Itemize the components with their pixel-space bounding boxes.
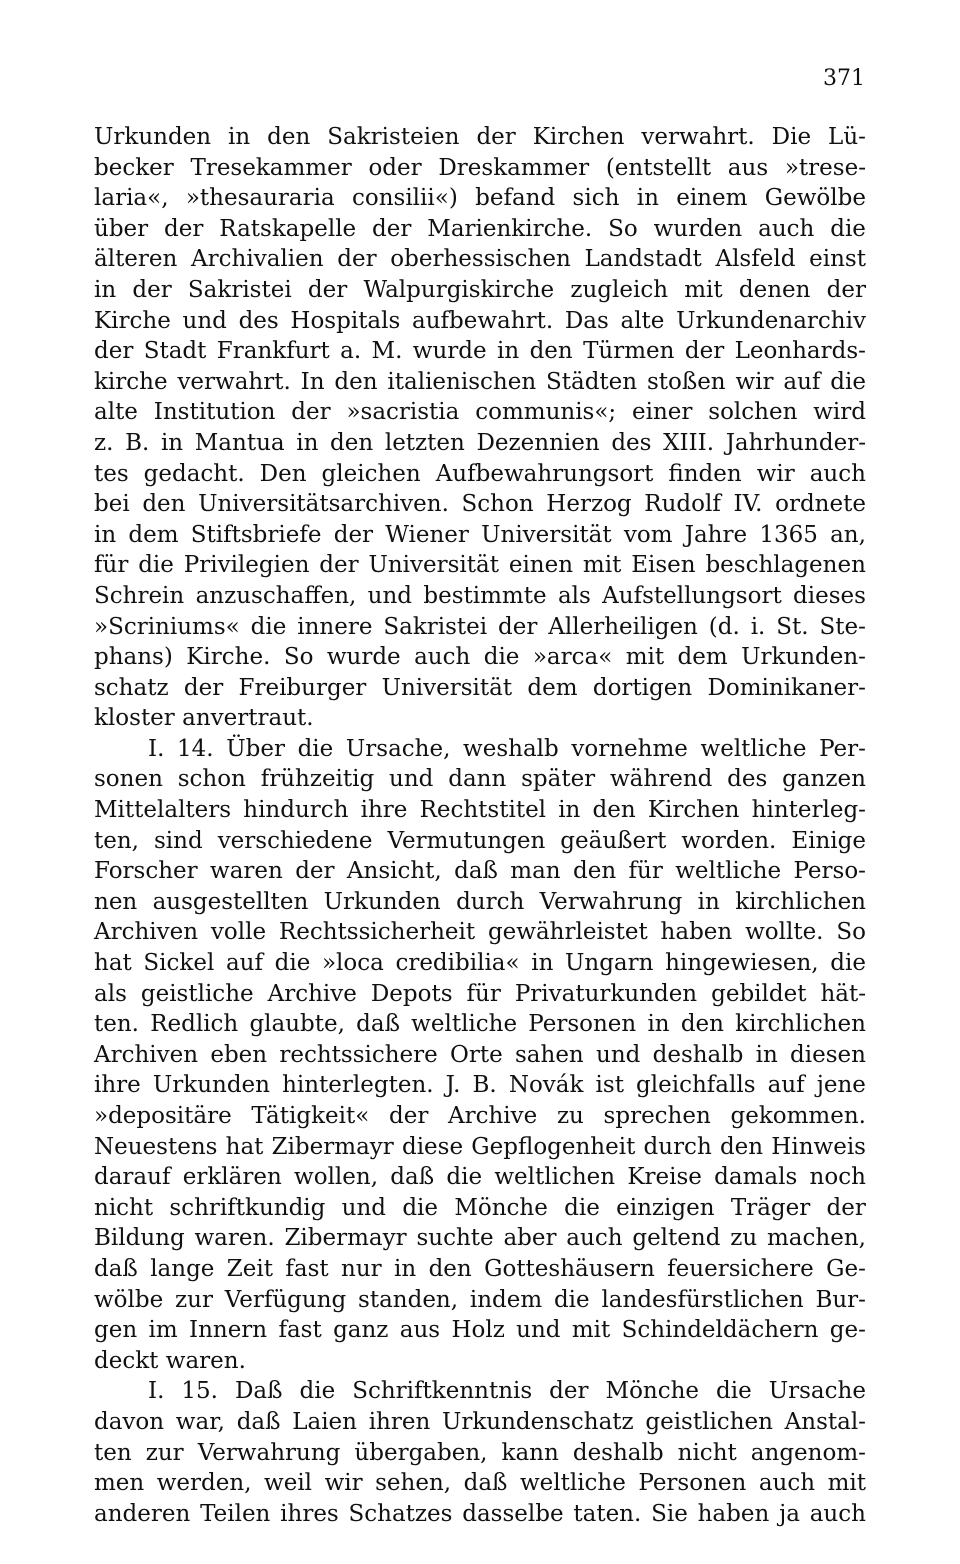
text-line: darauf erklären wollen, daß die weltlichen Kreise damals noch	[94, 1164, 866, 1191]
text-line: ten. Redlich glaubte, daß weltliche Personen in den kirchlichen	[94, 1011, 866, 1038]
text-line: Schrein anzuschaffen, und bestimmte als Aufstellungsort dieses	[94, 582, 866, 609]
text-line: Archiven volle Rechtssicherheit gewährleistet haben wollte. So	[94, 919, 866, 946]
text-line: kirche verwahrt. In den italienischen Städten stoßen wir auf die	[94, 368, 866, 395]
body-text	[94, 122, 866, 1529]
text-line: kloster anvertraut.	[94, 705, 314, 732]
text-line: als geistliche Archive Depots für Privaturkunden gebildet hät-	[94, 980, 866, 1007]
text-line: bei den Universitätsarchiven. Schon Herzog Rudolf IV. ordnete	[94, 491, 866, 518]
text-line: alte Institution der »sacristia communis«; einer solchen wird	[94, 399, 866, 426]
text-line: nicht schriftkundig und die Mönche die einzigen Träger der	[94, 1194, 866, 1221]
text-line: nen ausgestellten Urkunden durch Verwahrung in kirchlichen	[94, 888, 866, 915]
text-line: der Stadt Frankfurt a. M. wurde in den Türmen der Leonhards-	[94, 338, 866, 365]
text-line: laria«, »thesauraria consilii«) befand sich in einem Gewölbe	[94, 185, 866, 212]
text-line: becker Tresekammer oder Dreskammer (entstellt aus »trese-	[94, 154, 866, 181]
page-number: 371	[823, 66, 865, 91]
text-line: hat Sickel auf die »loca credibilia« in Ungarn hingewiesen, die	[94, 950, 866, 977]
text-line: ihre Urkunden hinterlegten. J. B. Novák ist gleichfalls auf jene	[94, 1072, 866, 1099]
text-line: Urkunden in den Sakristeien der Kirchen verwahrt. Die Lü-	[94, 124, 866, 150]
text-line: Bildung waren. Zibermayr suchte aber auch geltend zu machen,	[94, 1225, 866, 1252]
text-line: phans) Kirche. So wurde auch die »arca« mit dem Urkunden-	[94, 644, 866, 671]
text-line: deckt waren.	[94, 1347, 246, 1374]
text-line: in der Sakristei der Walpurgiskirche zugleich mit denen der	[94, 276, 866, 303]
text-line: daß lange Zeit fast nur in den Gotteshäusern feuersichere Ge-	[94, 1255, 866, 1282]
text-line: »depositäre Tätigkeit« der Archive zu sprechen gekommen.	[94, 1103, 866, 1129]
text-line: I. 15. Daß die Schriftkenntnis der Mönche die Ursache	[148, 1378, 866, 1405]
text-line: für die Privilegien der Universität einen mit Eisen beschlagenen	[94, 552, 866, 579]
text-line: in dem Stiftsbriefe der Wiener Universität vom Jahre 1365 an,	[94, 521, 866, 548]
text-line: z. B. in Mantua in den letzten Dezennien des XIII. Jahrhunder-	[94, 429, 866, 456]
text-line: Forscher waren der Ansicht, daß man den für weltliche Perso-	[94, 858, 866, 885]
text-line: davon war, daß Laien ihren Urkundenschatz geistlichen Anstal-	[94, 1408, 866, 1435]
text-line: men werden, weil wir sehen, daß weltliche Personen auch mit	[94, 1470, 866, 1497]
text-line: »Scriniums« die innere Sakristei der Allerheiligen (d. i. St. Ste-	[94, 613, 866, 640]
text-line: Archiven eben rechtssichere Orte sahen und deshalb in diesen	[94, 1041, 866, 1068]
text-line: I. 14. Über die Ursache, weshalb vornehme weltliche Per-	[148, 735, 866, 762]
text-line: gen im Innern fast ganz aus Holz und mit Schindeldächern ge-	[94, 1317, 866, 1344]
text-line: über der Ratskapelle der Marienkirche. So wurden auch die	[94, 215, 866, 242]
text-line: schatz der Freiburger Universität dem dortigen Dominikaner-	[94, 674, 866, 701]
text-line: anderen Teilen ihres Schatzes dasselbe taten. Sie haben ja auch	[94, 1500, 866, 1527]
text-line: sonen schon frühzeitig und dann später während des ganzen	[94, 766, 866, 793]
text-line: Mittelalters hindurch ihre Rechtstitel in den Kirchen hinterleg-	[94, 797, 866, 824]
text-line: Neuestens hat Zibermayr diese Gepflogenheit durch den Hinweis	[94, 1133, 866, 1160]
text-line: älteren Archivalien der oberhessischen Landstadt Alsfeld einst	[94, 246, 866, 273]
text-line: wölbe zur Verfügung standen, indem die landesfürstlichen Bur-	[94, 1286, 866, 1313]
text-line: tes gedacht. Den gleichen Aufbewahrungsort finden wir auch	[94, 460, 866, 487]
text-line: Kirche und des Hospitals aufbewahrt. Das alte Urkundenarchiv	[94, 307, 866, 334]
text-line: ten zur Verwahrung übergaben, kann deshalb nicht angenom-	[94, 1439, 866, 1466]
text-line: ten, sind verschiedene Vermutungen geäußert worden. Einige	[94, 827, 866, 854]
